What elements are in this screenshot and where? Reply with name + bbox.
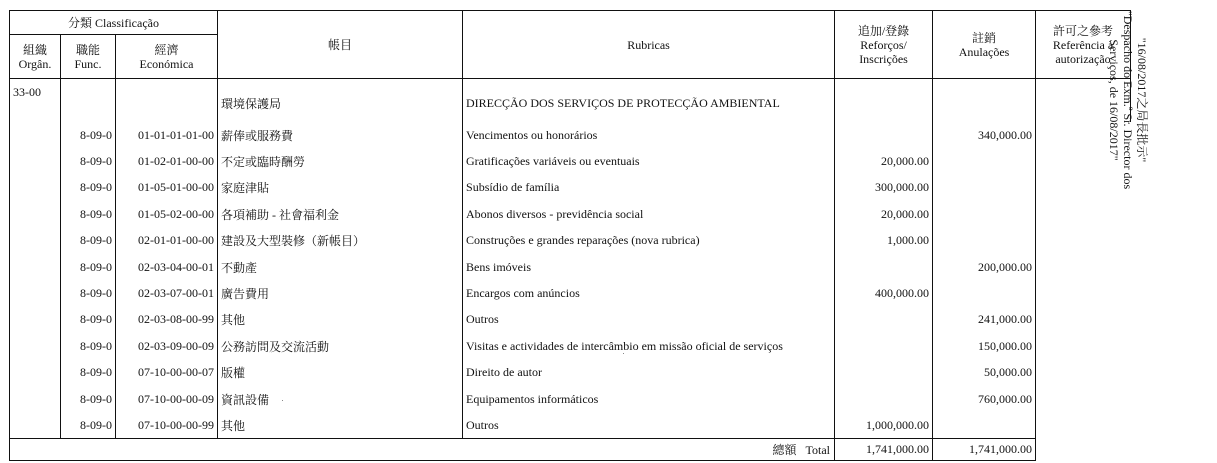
- reforcos-header-pt1: Reforços/: [860, 37, 907, 52]
- econ-code: 01-05-01-00-00: [116, 175, 218, 201]
- account-zh: 其他: [218, 307, 463, 333]
- referencia-header-pt1: Referência à: [1052, 37, 1114, 52]
- total-anulacao: 1,741,000.00: [933, 439, 1036, 461]
- empty-organ-cell: [10, 333, 61, 359]
- account-zh: 薪俸或服務費: [218, 122, 463, 148]
- econ-header-zh: 經濟: [154, 42, 179, 57]
- table-row: [10, 360, 1131, 386]
- econ-header-pt: Económica: [139, 56, 194, 71]
- referencia-header-zh: 許可之參考: [1053, 23, 1114, 38]
- rubrica-pt: Bens imóveis: [463, 254, 835, 280]
- table-row: [10, 280, 1131, 306]
- empty-reforco-cell: [835, 79, 933, 123]
- anulacao-value: 760,000.00: [933, 386, 1036, 412]
- reforco-value: 20,000.00: [835, 201, 933, 227]
- rubrica-pt: Outros: [463, 307, 835, 333]
- authorization-line-2: "Despacho do Exm.º Sr. Director dos: [1121, 10, 1136, 190]
- empty-organ-cell: [10, 201, 61, 227]
- func-code: 8-09-0: [61, 254, 116, 280]
- econ-code: 07-10-00-00-09: [116, 386, 218, 412]
- total-label-zh: 總額: [772, 443, 797, 458]
- anulacao-value: 150,000.00: [933, 333, 1036, 359]
- reforco-value: [835, 360, 933, 386]
- econ-code: 07-10-00-00-07: [116, 360, 218, 386]
- func-code: 8-09-0: [61, 360, 116, 386]
- organ-header-pt: Orgân.: [18, 56, 52, 71]
- organ-header: [10, 35, 61, 79]
- rubrica-pt: Gratificações variáveis ou eventuais: [463, 148, 835, 174]
- func-header-pt: Func.: [74, 56, 102, 71]
- rubricas-header: Rubricas: [463, 11, 835, 79]
- table-row: [10, 175, 1131, 201]
- reforco-value: 400,000.00: [835, 280, 933, 306]
- rubrica-pt: Abonos diversos - previdência social: [463, 201, 835, 227]
- empty-organ-cell: [10, 122, 61, 148]
- econ-code: 01-02-01-00-00: [116, 148, 218, 174]
- account-zh: 公務訪問及交流活動: [218, 333, 463, 359]
- reforco-value: [835, 333, 933, 359]
- func-code: 8-09-0: [61, 412, 116, 438]
- table-row: [10, 254, 1131, 280]
- econ-code: 02-03-08-00-99: [116, 307, 218, 333]
- econ-code: 02-01-01-00-00: [116, 228, 218, 254]
- func-header-zh: 職能: [75, 42, 100, 57]
- account-zh: 各項補助 - 社會福利金: [218, 201, 463, 227]
- empty-organ-cell: [10, 386, 61, 412]
- total-label-pt: Total: [805, 443, 831, 458]
- anulacao-value: [933, 201, 1036, 227]
- reforcos-header-zh: 追加/登錄: [857, 23, 910, 38]
- total-reforco: 1,741,000.00: [835, 439, 933, 461]
- table-row: [10, 201, 1131, 227]
- table-row: [10, 333, 1131, 359]
- table-row: [10, 228, 1131, 254]
- func-code: 8-09-0: [61, 175, 116, 201]
- empty-organ-cell: [10, 360, 61, 386]
- line-items: [10, 122, 1131, 439]
- account-zh: 廣告費用: [218, 280, 463, 306]
- anulacao-value: [933, 148, 1036, 174]
- account-header: 帳目: [218, 11, 463, 79]
- empty-func-cell: [61, 79, 116, 123]
- scan-speck: [623, 353, 624, 354]
- anulacoes-header-zh: 註銷: [972, 30, 997, 45]
- econ-code: 02-03-04-00-01: [116, 254, 218, 280]
- reforco-value: 300,000.00: [835, 175, 933, 201]
- empty-organ-cell: [10, 175, 61, 201]
- empty-econ-cell: [116, 79, 218, 123]
- budget-table: [9, 10, 1150, 461]
- empty-organ-cell: [10, 412, 61, 438]
- anulacoes-header-pt: Anulações: [958, 44, 1010, 59]
- table-row: [10, 148, 1131, 174]
- empty-organ-cell: [10, 307, 61, 333]
- anulacao-value: 200,000.00: [933, 254, 1036, 280]
- total-label-cell: [10, 439, 835, 461]
- anulacao-value: [933, 280, 1036, 306]
- empty-organ-cell: [10, 280, 61, 306]
- empty-organ-cell: [10, 148, 61, 174]
- classification-header: 分類 Classificação: [10, 11, 218, 35]
- empty-organ-cell: [10, 254, 61, 280]
- scan-speck: [282, 400, 283, 401]
- table-row: [10, 122, 1131, 148]
- func-code: 8-09-0: [61, 280, 116, 306]
- organ-code: 33-00: [10, 79, 61, 123]
- reforco-value: [835, 122, 933, 148]
- reforco-value: 1,000.00: [835, 228, 933, 254]
- organ-header-zh: 組織: [22, 42, 47, 57]
- anulacao-value: 241,000.00: [933, 307, 1036, 333]
- anulacao-value: 50,000.00: [933, 360, 1036, 386]
- econ-code: 01-01-01-01-00: [116, 122, 218, 148]
- func-code: 8-09-0: [61, 228, 116, 254]
- account-zh: 資訊設備: [218, 386, 463, 412]
- account-zh: 其他: [218, 412, 463, 438]
- func-code: 8-09-0: [61, 148, 116, 174]
- account-zh: 不定或臨時酬勞: [218, 148, 463, 174]
- reforco-value: [835, 254, 933, 280]
- department-pt: DIRECÇÃO DOS SERVIÇOS DE PROTECÇÃO AMBIENTAL: [463, 79, 835, 123]
- empty-organ-cell: [10, 228, 61, 254]
- econ-code: 07-10-00-00-99: [116, 412, 218, 438]
- anulacao-value: 340,000.00: [933, 122, 1036, 148]
- func-code: 8-09-0: [61, 307, 116, 333]
- account-zh: 家庭津貼: [218, 175, 463, 201]
- econ-code: 02-03-09-00-09: [116, 333, 218, 359]
- anulacao-value: [933, 412, 1036, 438]
- table-row: [10, 307, 1131, 333]
- rubrica-pt: Visitas e actividades de intercâmbio em missão oficial de serviços: [463, 333, 835, 359]
- empty-anulacao-cell: [933, 79, 1036, 123]
- rubrica-pt: Vencimentos ou honorários: [463, 122, 835, 148]
- table-row: [10, 386, 1131, 412]
- func-code: 8-09-0: [61, 122, 116, 148]
- department-zh: 環境保護局: [218, 79, 463, 123]
- econ-code: 02-03-07-00-01: [116, 280, 218, 306]
- rubrica-pt: Construções e grandes reparações (nova rubrica): [463, 228, 835, 254]
- func-header: [61, 35, 116, 79]
- authorization-line-3: Serviços, de 16/08/2017": [1107, 39, 1122, 161]
- referencia-header-pt2: autorização: [1055, 51, 1111, 66]
- reforcos-header-pt2: Inscrições: [859, 51, 908, 66]
- authorization-line-1: "16/08/2017之局長批示": [1135, 37, 1150, 163]
- anulacao-value: [933, 175, 1036, 201]
- reforco-value: 1,000,000.00: [835, 412, 933, 438]
- func-code: 8-09-0: [61, 333, 116, 359]
- reforcos-header: [835, 11, 933, 79]
- reforco-value: [835, 307, 933, 333]
- anulacoes-header: [933, 11, 1036, 79]
- reforco-value: [835, 386, 933, 412]
- table-row: [10, 412, 1131, 438]
- func-code: 8-09-0: [61, 386, 116, 412]
- econ-code: 01-05-02-00-00: [116, 201, 218, 227]
- rubrica-pt: Equipamentos informáticos: [463, 386, 835, 412]
- anulacao-value: [933, 228, 1036, 254]
- account-zh: 不動產: [218, 254, 463, 280]
- authorization-text: [1107, 11, 1149, 189]
- account-zh: 建設及大型裝修（新帳目）: [218, 228, 463, 254]
- econ-header: [116, 35, 218, 79]
- func-code: 8-09-0: [61, 201, 116, 227]
- rubrica-pt: Outros: [463, 412, 835, 438]
- rubrica-pt: Direito de autor: [463, 360, 835, 386]
- rubrica-pt: Subsídio de família: [463, 175, 835, 201]
- rubrica-pt: Encargos com anúncios: [463, 280, 835, 306]
- reforco-value: 20,000.00: [835, 148, 933, 174]
- account-zh: 版權: [218, 360, 463, 386]
